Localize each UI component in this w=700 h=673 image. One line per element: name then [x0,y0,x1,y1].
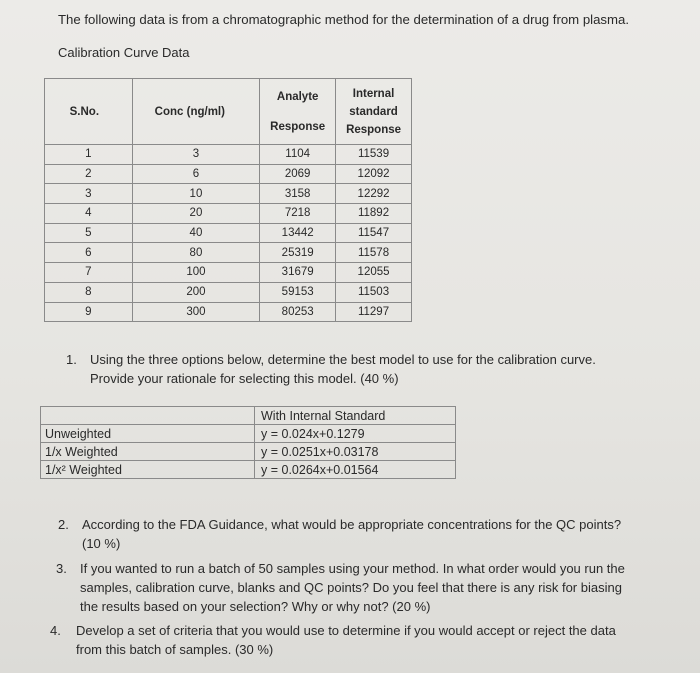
model-label: Unweighted [41,425,255,443]
model-header-empty [41,407,255,425]
table-row [45,263,412,283]
conc-cell: 300 [132,302,260,322]
header-internal-line1: Internal [352,87,395,100]
regression-model-table [40,406,456,479]
sno-cell: 6 [45,243,133,263]
internal-standard-cell: 11892 [336,204,412,224]
model-row [41,461,456,479]
header-analyte-line1: Analyte [276,90,319,103]
conc-cell: 20 [132,204,260,224]
model-label: 1/x² Weighted [41,461,255,479]
sno-cell: 2 [45,164,133,184]
question-2-number: 2. [58,517,69,532]
question-3-line3: the results based on your selection? Why or why not? (20 %) [80,599,431,614]
question-3-number: 3. [56,561,67,576]
question-4-number: 4. [50,623,61,638]
model-equation: y = 0.0264x+0.01564 [255,461,456,479]
conc-cell: 40 [132,223,260,243]
question-4-line2: from this batch of samples. (30 %) [76,642,274,657]
table-row [45,204,412,224]
sno-cell: 8 [45,282,133,302]
model-equation: y = 0.0251x+0.03178 [255,443,456,461]
model-header-row [41,407,456,425]
analyte-response-cell: 1104 [260,145,336,165]
analyte-response-cell: 80253 [260,302,336,322]
question-4-line1: Develop a set of criteria that you would use to determine if you would accept or reject the data [76,623,616,638]
sno-cell: 3 [45,184,133,204]
conc-cell: 80 [132,243,260,263]
analyte-response-cell: 31679 [260,263,336,283]
header-sno: S.No. [45,79,133,145]
internal-standard-cell: 11539 [336,145,412,165]
table-row [45,302,412,322]
table-row [45,282,412,302]
sno-cell: 4 [45,204,133,224]
conc-cell: 100 [132,263,260,283]
calibration-table [44,78,412,322]
conc-cell: 3 [132,145,260,165]
table-row [45,184,412,204]
internal-standard-cell: 12292 [336,184,412,204]
sno-cell: 5 [45,223,133,243]
table-row [45,223,412,243]
model-header-label: With Internal Standard [255,407,456,425]
question-2-line2: (10 %) [82,536,121,551]
sno-cell: 9 [45,302,133,322]
analyte-response-cell: 59153 [260,282,336,302]
conc-cell: 6 [132,164,260,184]
question-3-line1: If you wanted to run a batch of 50 samples using your method. In what order would you run the [80,561,625,576]
conc-cell: 200 [132,282,260,302]
analyte-response-cell: 13442 [260,223,336,243]
model-row [41,443,456,461]
analyte-response-cell: 3158 [260,184,336,204]
model-equation: y = 0.024x+0.1279 [255,425,456,443]
header-analyte-line2: Response [270,120,326,133]
internal-standard-cell: 11578 [336,243,412,263]
calibration-title: Calibration Curve Data [58,45,190,60]
header-conc: Conc (ng/ml) [132,79,260,145]
table-row [45,164,412,184]
internal-standard-cell: 11297 [336,302,412,322]
internal-standard-cell: 11503 [336,282,412,302]
question-2-line1: According to the FDA Guidance, what would be appropriate concentrations for the QC points? [82,517,622,532]
table-row [45,145,412,165]
analyte-response-cell: 7218 [260,204,336,224]
model-row [41,425,456,443]
question-1-number: 1. [66,352,77,367]
table-row [45,243,412,263]
analyte-response-cell: 2069 [260,164,336,184]
sno-cell: 7 [45,263,133,283]
question-1-line2: Provide your rationale for selecting this model. (40 %) [90,371,399,386]
analyte-response-cell: 25319 [260,243,336,263]
question-3-line2: samples, calibration curve, blanks and QC points? Do you feel that there is any risk for biasing [80,580,622,595]
internal-standard-cell: 12092 [336,164,412,184]
sno-cell: 1 [45,145,133,165]
intro-text: The following data is from a chromatographic method for the determination of a drug from plasma. [58,12,630,27]
model-label: 1/x Weighted [41,443,255,461]
internal-standard-cell: 12055 [336,263,412,283]
internal-standard-cell: 11547 [336,223,412,243]
header-internal-line3: Response [346,123,402,136]
table-header-row [45,79,412,145]
question-1-line1: Using the three options below, determine the best model to use for the calibration curve. [90,352,596,367]
conc-cell: 10 [132,184,260,204]
header-analyte [260,79,336,145]
header-internal-line2: standard [349,105,398,118]
header-internal [336,79,412,145]
